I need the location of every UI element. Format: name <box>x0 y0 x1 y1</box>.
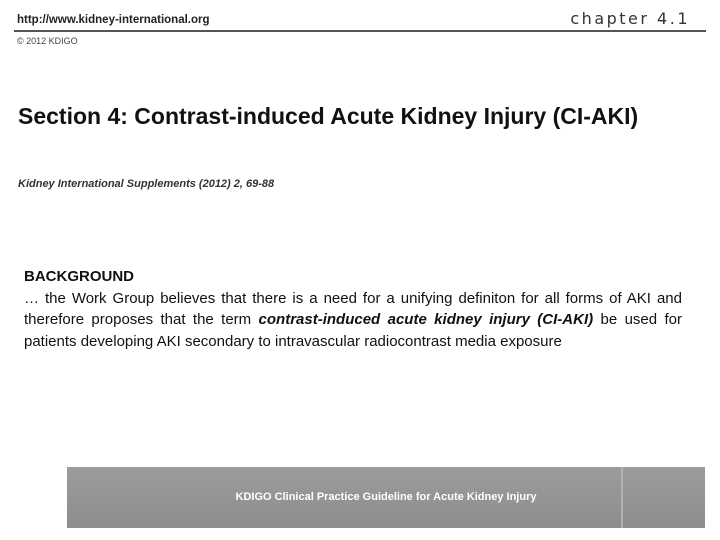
background-text-before: … the Work Group believes that there is a need for a unifying definiton for all forms of AKI and therefore proposes that the term <box>24 289 682 328</box>
background-heading: BACKGROUND <box>24 268 134 285</box>
footer-text: KDIGO Clinical Practice Guideline for Acute Kidney Injury <box>235 491 537 503</box>
header-rule <box>14 30 706 32</box>
header-url[interactable]: http://www.kidney-international.org <box>17 14 210 26</box>
background-text-after: be used for patients developing AKI secondary to intravascular radiocontrast media exposure <box>24 311 683 350</box>
chapter-label: chapter 4.1 <box>570 9 690 28</box>
copyright: © 2012 KDIGO <box>17 36 78 46</box>
citation: Kidney International Supplements (2012) 2, 69-88 <box>18 178 275 190</box>
background-section <box>24 266 682 352</box>
footer-bar <box>67 467 705 528</box>
background-term: contrast-induced acute kidney injury (CI-AKI) <box>258 311 594 328</box>
footer-divider <box>621 467 623 528</box>
section-title: Section 4: Contrast-induced Acute Kidney Injury (CI-AKI) <box>18 103 639 129</box>
